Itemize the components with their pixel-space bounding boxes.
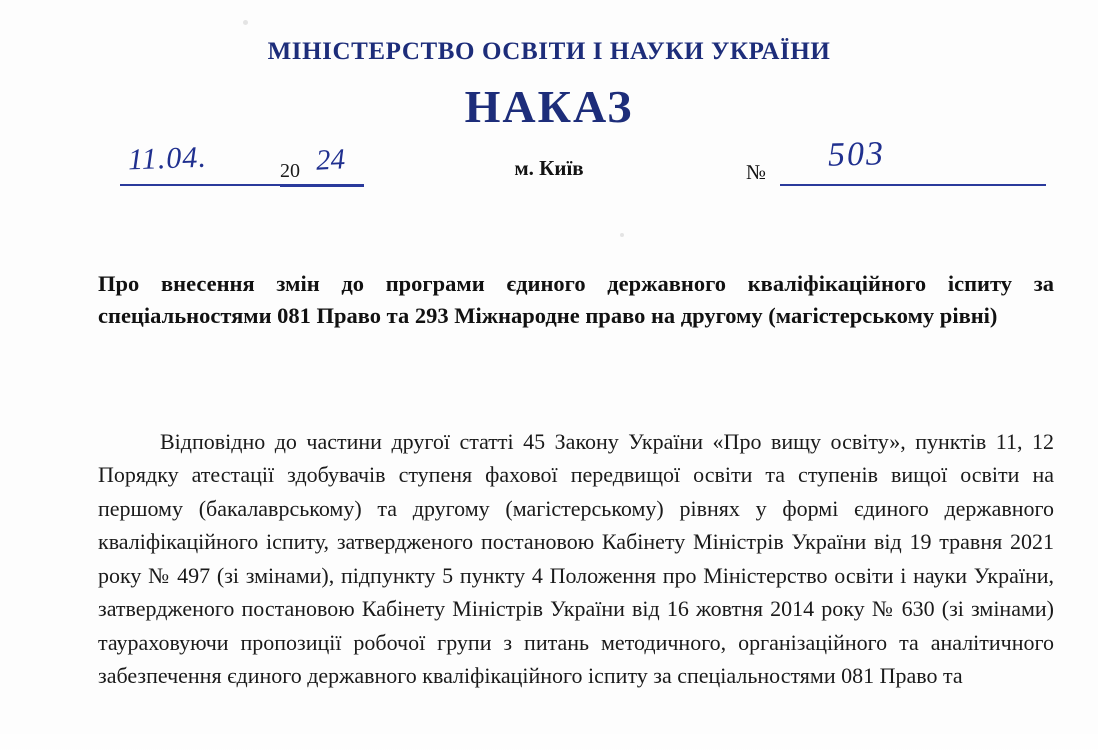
document-body [98, 425, 1054, 693]
number-field [746, 135, 1046, 192]
page-bottom-fade [0, 727, 1098, 753]
handwritten-number: 503 [827, 135, 886, 174]
handwritten-date: 11.04. [127, 140, 208, 177]
number-label: № [746, 160, 767, 184]
document-type-heading: НАКАЗ [464, 81, 634, 132]
year-prefix: 20 [280, 160, 300, 182]
handwritten-year: 24 [315, 143, 346, 177]
scan-speck [620, 233, 624, 237]
scan-speck [243, 20, 248, 25]
document-subject: Про внесення змін до програми єдиного державного кваліфікаційного іспиту за спеціальностями 081 Право та 293 Міжнародне право на другому (магістерському рівні) [98, 271, 1054, 328]
number-underline [780, 184, 1046, 186]
body-paragraph: Відповідно до частини другої статті 45 Закону України «Про вищу освіту», пунктів 11, 12 Порядку атестації здобувачів ступеня фахової передвищої освіти та ступенів вищої освіти на першому (бакалаврському) та другому (магістерському) рівнях у формі єдиного державного кваліфікаційного іспиту, затвердженого постановою Кабінету Міністрів України від 19 травня 2021 року № 497 (зі змінами), підпункту 5 пункту 4 Положення про Міністерство освіти і науки України, затвердженого постановою Кабінету Міністрів України від 16 жовтня 2014 року № 630 (зі змінами) таураховуючи пропозиції робочої групи з питань методичного, організаційного та аналітичного забезпечення єдиного державного кваліфікаційного іспиту за спеціальностями 081 Право та [98, 429, 1054, 689]
document-meta-row [0, 135, 1098, 196]
year-underline [280, 185, 364, 187]
city-label: м. Київ [514, 156, 584, 180]
ministry-title: МІНІСТЕРСТВО ОСВІТИ І НАУКИ УКРАЇНИ [267, 38, 831, 65]
